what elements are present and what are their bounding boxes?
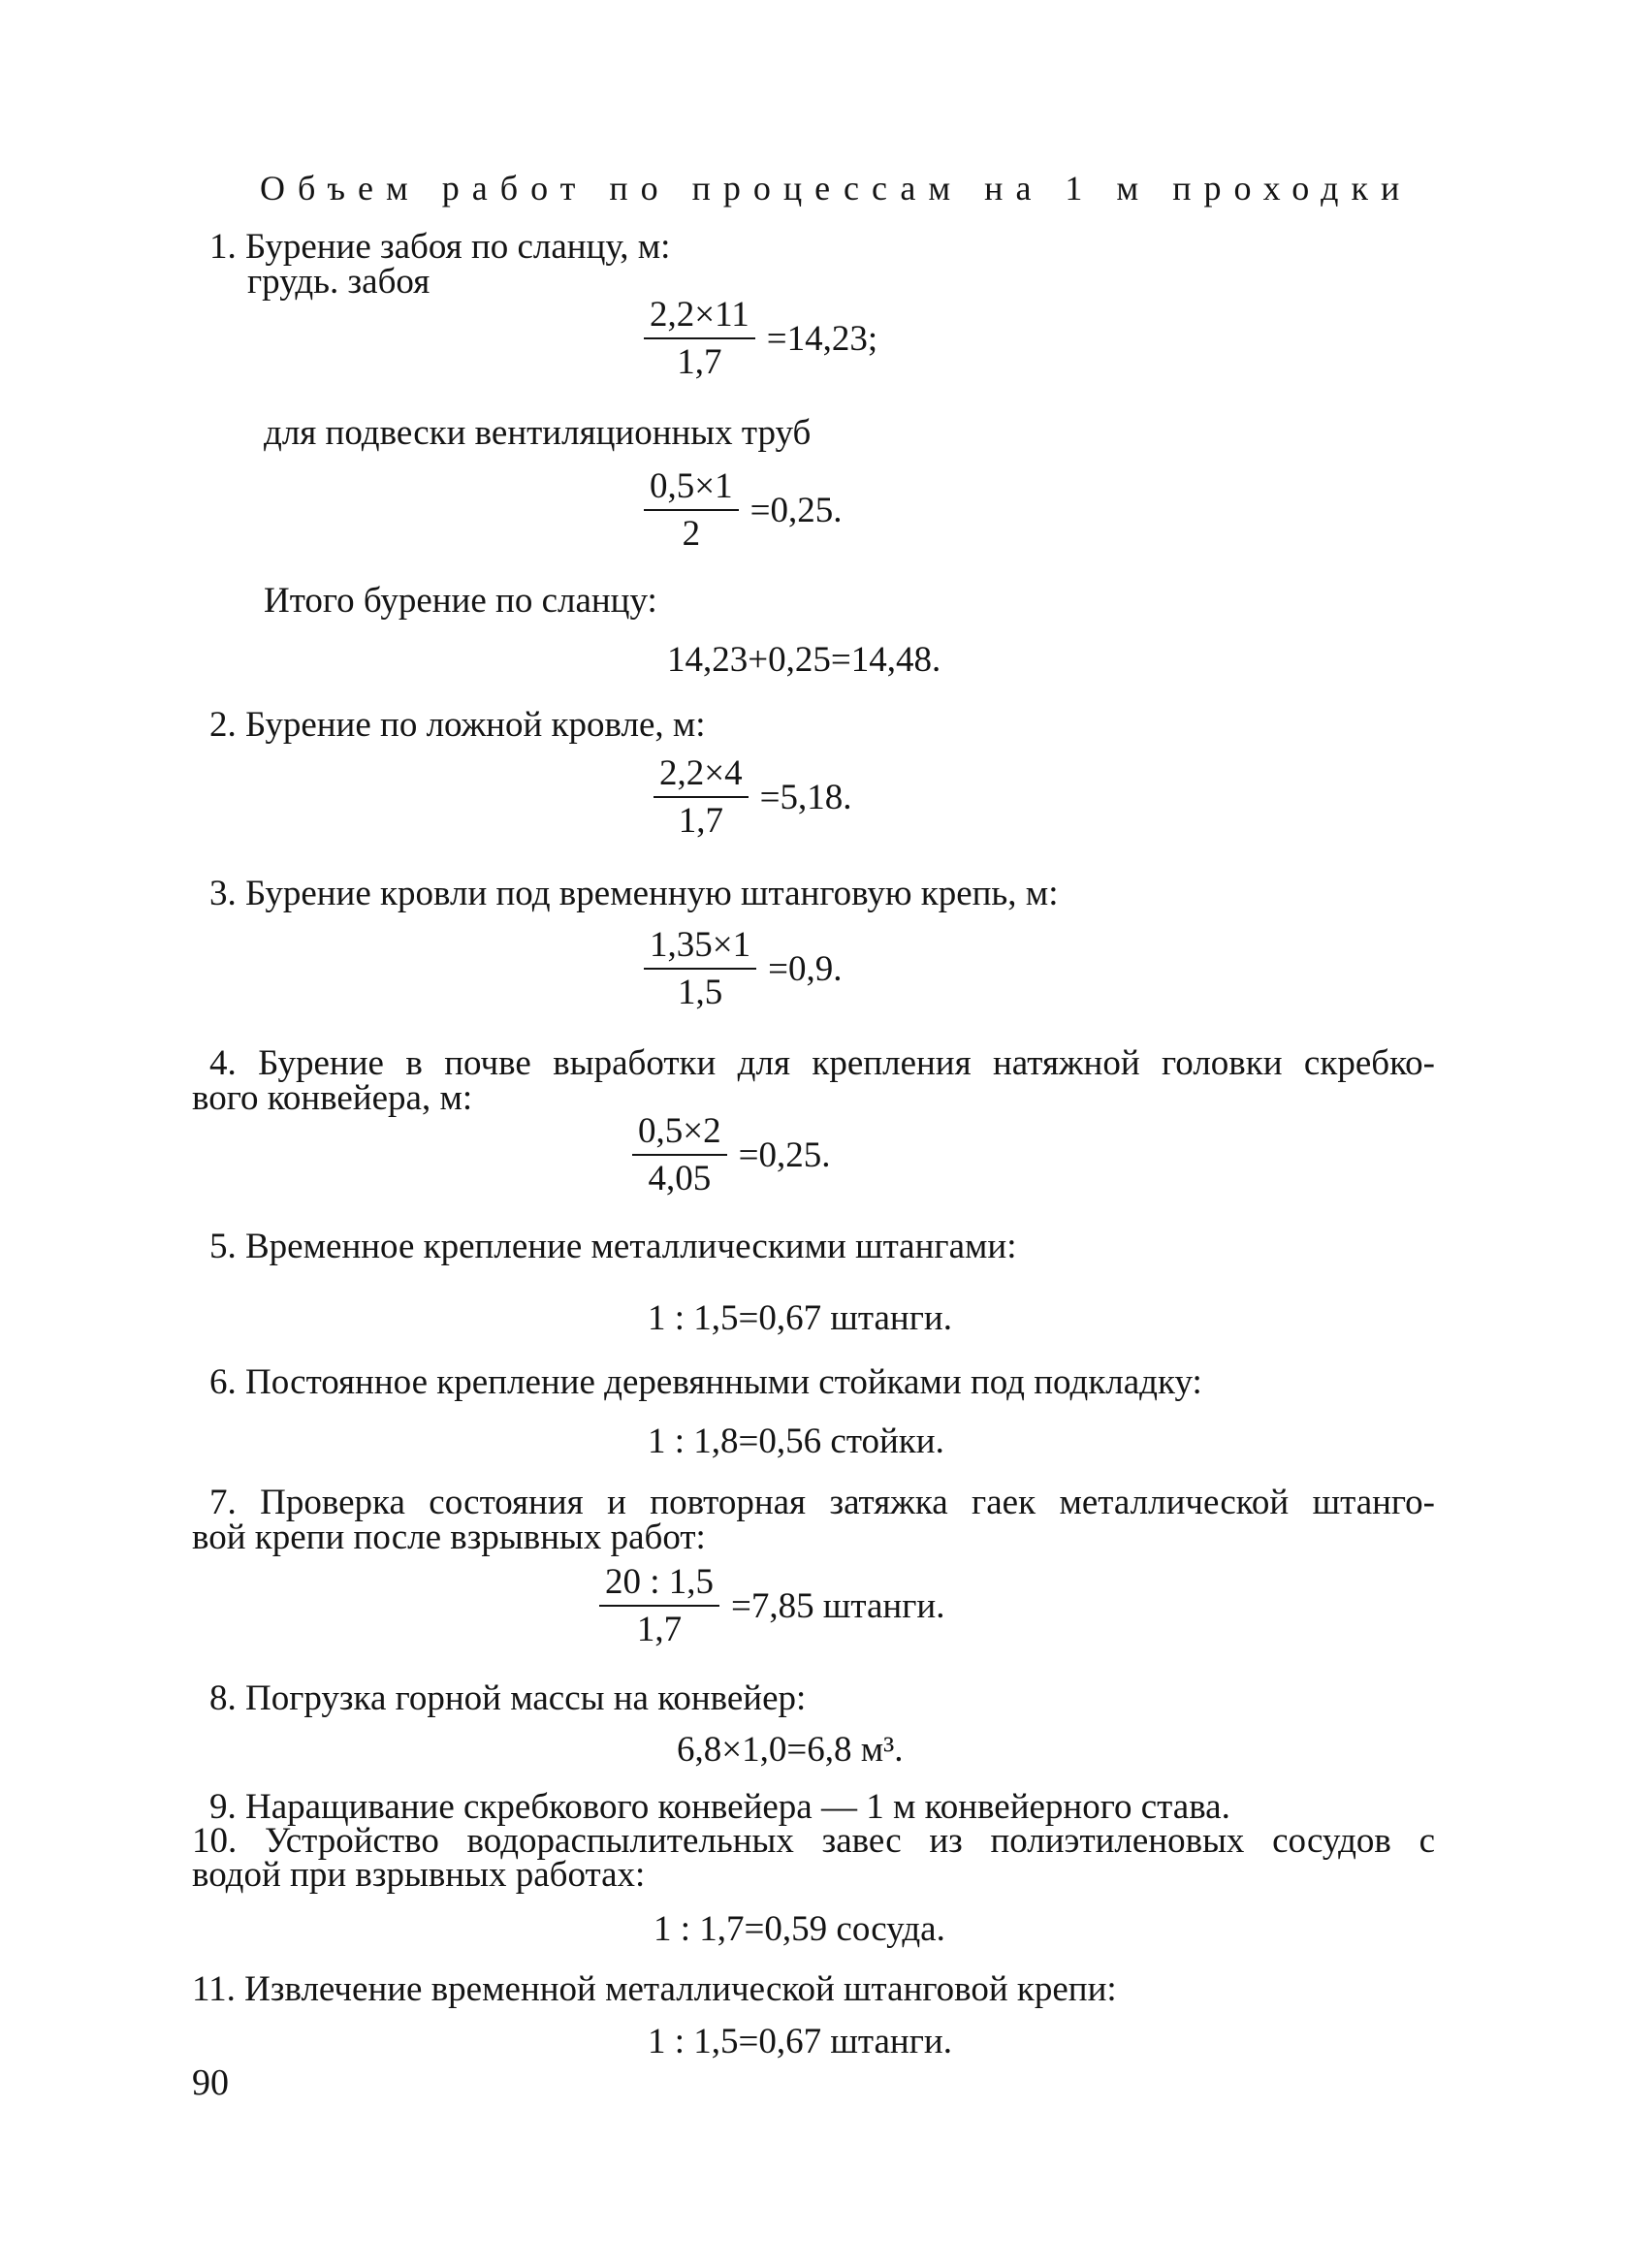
item-2-fraction [654,754,852,841]
item-8-heading: 8. Погрузка горной массы на конвейер: [209,1678,807,1718]
item-11-heading: 11. Извлечение временной металлической штанговой крепи: [192,1969,1117,2009]
fraction-numerator: 0,5×2 [632,1112,727,1156]
item-1-sub-ventilation: для подвески вентиляционных труб [264,413,812,453]
fraction-denominator: 2 [682,514,701,554]
item-3-heading: 3. Бурение кровли под временную штанговую крепь, м: [209,874,1059,913]
item-5-expression: 1 : 1,5=0,67 штанги. [648,1298,952,1338]
fraction-numerator: 2,2×4 [654,754,749,798]
item-1-fraction-ventilation [644,467,843,554]
item-10-line-1: 10. Устройство водораспылительных завес из полиэтиленовых сосудов с [192,1821,1435,1861]
item-6-heading: 6. Постоянное крепление деревянными стойками под подкладку: [209,1362,1202,1402]
fraction-numerator: 0,5×1 [644,467,739,511]
item-8-expression: 6,8×1,0=6,8 м³. [677,1730,904,1770]
item-7-fraction [599,1563,944,1649]
item-1-total-expression: 14,23+0,25=14,48. [667,640,941,680]
item-4-fraction [632,1112,831,1198]
fraction-numerator: 2,2×11 [644,296,755,339]
page-number: 90 [192,2062,229,2103]
item-1-total-label: Итого бурение по сланцу: [264,581,657,621]
fraction-result: =14,23; [766,319,878,359]
item-4-line-1: 4. Бурение в почве выработки для крепления натяжной головки скребко- [209,1043,1435,1083]
fraction-denominator: 1,5 [677,973,723,1012]
fraction-result: =0,9. [768,949,843,989]
fraction-denominator: 1,7 [636,1610,683,1649]
item-1-fraction-face [644,296,877,382]
fraction-numerator: 20 : 1,5 [599,1563,719,1607]
item-6-expression: 1 : 1,8=0,56 стойки. [648,1421,944,1461]
fraction-numerator: 1,35×1 [644,926,756,970]
fraction-result: =7,85 штанги. [731,1586,945,1626]
item-3-fraction [644,926,843,1012]
item-2-heading: 2. Бурение по ложной кровле, м: [209,705,706,745]
item-1-sub-face: грудь. забоя [247,262,430,302]
item-11-expression: 1 : 1,5=0,67 штанги. [648,2022,952,2061]
item-4-line-2: вого конвейера, м: [192,1078,473,1118]
item-5-heading: 5. Временное крепление металлическими штангами: [209,1227,1017,1266]
item-7-line-2: вой крепи после взрывных работ: [192,1517,706,1557]
page-title: Объем работ по процессам на 1 м проходки [260,169,1413,208]
item-10-line-2: водой при взрывных работах: [192,1855,646,1895]
fraction-denominator: 1,7 [678,801,723,841]
fraction-denominator: 1,7 [677,342,722,382]
fraction-denominator: 4,05 [648,1159,712,1198]
item-9-heading: 9. Наращивание скребкового конвейера — 1 м конвейерного става. [209,1787,1230,1827]
item-10-expression: 1 : 1,7=0,59 сосуда. [654,1909,945,1949]
item-7-line-1: 7. Проверка состояния и повторная затяжка гаек металлической штанго- [209,1483,1435,1522]
fraction-result: =0,25. [738,1135,831,1175]
fraction-result: =5,18. [759,778,852,817]
item-1-heading: 1. Бурение забоя по сланцу, м: [209,227,671,267]
fraction-result: =0,25. [749,491,843,530]
